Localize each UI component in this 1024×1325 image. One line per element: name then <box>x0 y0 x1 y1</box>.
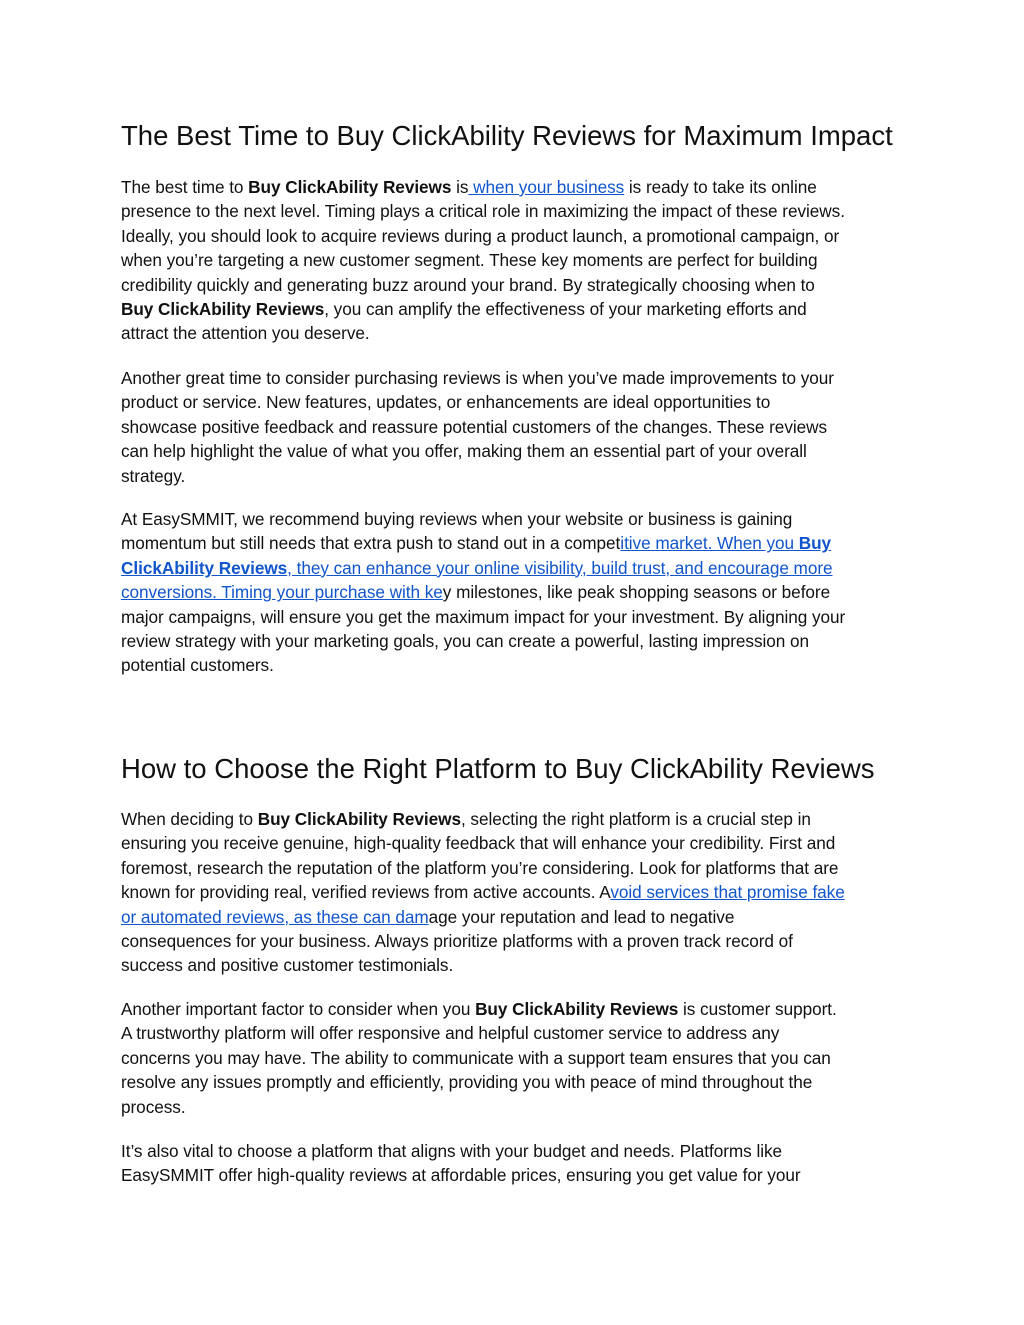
paragraph-customer-support <box>121 997 911 1119</box>
text-run: Another important factor to consider when you <box>121 999 476 1019</box>
text-line: concerns you may have. The ability to communicate with a support team ensures that you can <box>121 1047 831 1068</box>
text-line <box>121 905 911 929</box>
text-run: The best time to <box>121 177 249 197</box>
text-line: review strategy with your marketing goals, you can create a powerful, lasting impression on <box>121 631 810 652</box>
text-run: is customer support. <box>678 999 837 1019</box>
text-line: credibility quickly and generating buzz around your brand. By strategically choosing when to <box>121 274 815 295</box>
paragraph-choose-platform <box>121 807 911 978</box>
text-line: EasySMMIT offer high-quality reviews at affordable prices, ensuring you get value for your <box>121 1165 801 1186</box>
text-line: strategy. <box>121 465 186 486</box>
paragraph-budget <box>121 1139 911 1188</box>
text-run: , you can amplify the effectiveness of your marketing efforts and <box>324 299 807 320</box>
text-line: can help highlight the value of what you offer, making them an essential part of your overall <box>121 441 807 462</box>
section-heading-best-time: The Best Time to Buy ClickAbility Reviews for Maximum Impact <box>121 120 893 151</box>
paragraph-improvements <box>121 366 911 488</box>
text-line: showcase positive feedback and reassure potential customers of the changes. These reviews <box>121 416 828 437</box>
paragraph-best-time <box>121 175 911 346</box>
bold-keyword: Buy ClickAbility Reviews <box>257 809 461 829</box>
text-line: potential customers. <box>121 655 274 676</box>
text-line <box>121 880 911 904</box>
text-line: A trustworthy platform will offer responsive and helpful customer service to address any <box>121 1023 780 1044</box>
text-line <box>121 531 911 555</box>
text-line: attract the attention you deserve. <box>121 323 370 344</box>
text-run: is ready to take its online <box>624 177 817 197</box>
text-line: It’s also vital to choose a platform that aligns with your budget and needs. Platforms like <box>121 1141 783 1161</box>
text-run: When deciding to <box>121 809 258 829</box>
text-line: foremost, research the reputation of the platform you’re considering. Look for platforms that are <box>121 857 839 878</box>
text-line: when you’re targeting a new customer segment. These key moments are perfect for building <box>121 250 818 271</box>
text-line <box>121 997 911 1021</box>
section-heading-choose-platform: How to Choose the Right Platform to Buy ClickAbility Reviews <box>121 753 875 784</box>
paragraph-easysmmit-recommendation <box>121 507 911 678</box>
text-run: , selecting the right platform is a crucial step in <box>460 809 811 829</box>
link-when-your-business[interactable]: when your business <box>468 177 625 197</box>
text-line: consequences for your business. Always prioritize platforms with a proven track record of <box>121 931 793 952</box>
text-line <box>121 175 911 199</box>
bold-keyword: Buy ClickAbility Reviews <box>475 999 679 1019</box>
text-line: Ideally, you should look to acquire reviews during a product launch, a promotional campaign, or <box>121 225 840 246</box>
link-clickability-reviews[interactable] <box>121 558 833 578</box>
text-run: age your reputation and lead to negative <box>428 906 735 927</box>
text-line: At EasySMMIT, we recommend buying reviews when your website or business is gaining <box>121 509 793 529</box>
text-line: ensuring you receive genuine, high-quality feedback that will enhance your credibility. First and <box>121 833 836 854</box>
text-line <box>121 807 911 831</box>
text-run: is <box>451 177 469 197</box>
text-line <box>121 556 911 580</box>
link-conversions[interactable]: conversions. Timing your purchase with ke <box>121 582 443 603</box>
text-line <box>121 580 911 604</box>
link-text: itive market. When you <box>620 533 799 554</box>
text-run: known for providing real, verified reviews from active accounts. A <box>121 882 611 903</box>
bold-link-text: ClickAbility Reviews <box>121 557 288 578</box>
text-run: momentum but still needs that extra push to stand out in a compet <box>121 533 621 554</box>
bold-keyword: Buy ClickAbility Reviews <box>248 177 452 197</box>
link-automated-reviews[interactable]: or automated reviews, as these can dam <box>121 906 429 927</box>
text-line: process. <box>121 1096 186 1117</box>
text-line: major campaigns, will ensure you get the maximum impact for your investment. By aligning your <box>121 606 846 627</box>
link-text: , they can enhance your online visibility, build trust, and encourage more <box>287 557 833 578</box>
link-avoid-services[interactable]: void services that promise fake <box>610 882 845 903</box>
text-line: presence to the next level. Timing plays a critical role in maximizing the impact of these reviews. <box>121 201 845 222</box>
text-line <box>121 297 911 321</box>
text-line: product or service. New features, updates, or enhancements are ideal opportunities to <box>121 392 771 413</box>
bold-keyword: Buy ClickAbility Reviews <box>121 299 325 320</box>
text-line: resolve any issues promptly and efficiently, providing you with peace of mind throughout the <box>121 1072 813 1093</box>
link-competitive-market[interactable] <box>620 533 831 553</box>
bold-link-text: Buy <box>798 533 832 554</box>
text-line: Another great time to consider purchasing reviews is when you’ve made improvements to your <box>121 368 834 388</box>
text-run: y milestones, like peak shopping seasons or before <box>442 582 831 603</box>
text-line: success and positive customer testimonials. <box>121 955 454 976</box>
